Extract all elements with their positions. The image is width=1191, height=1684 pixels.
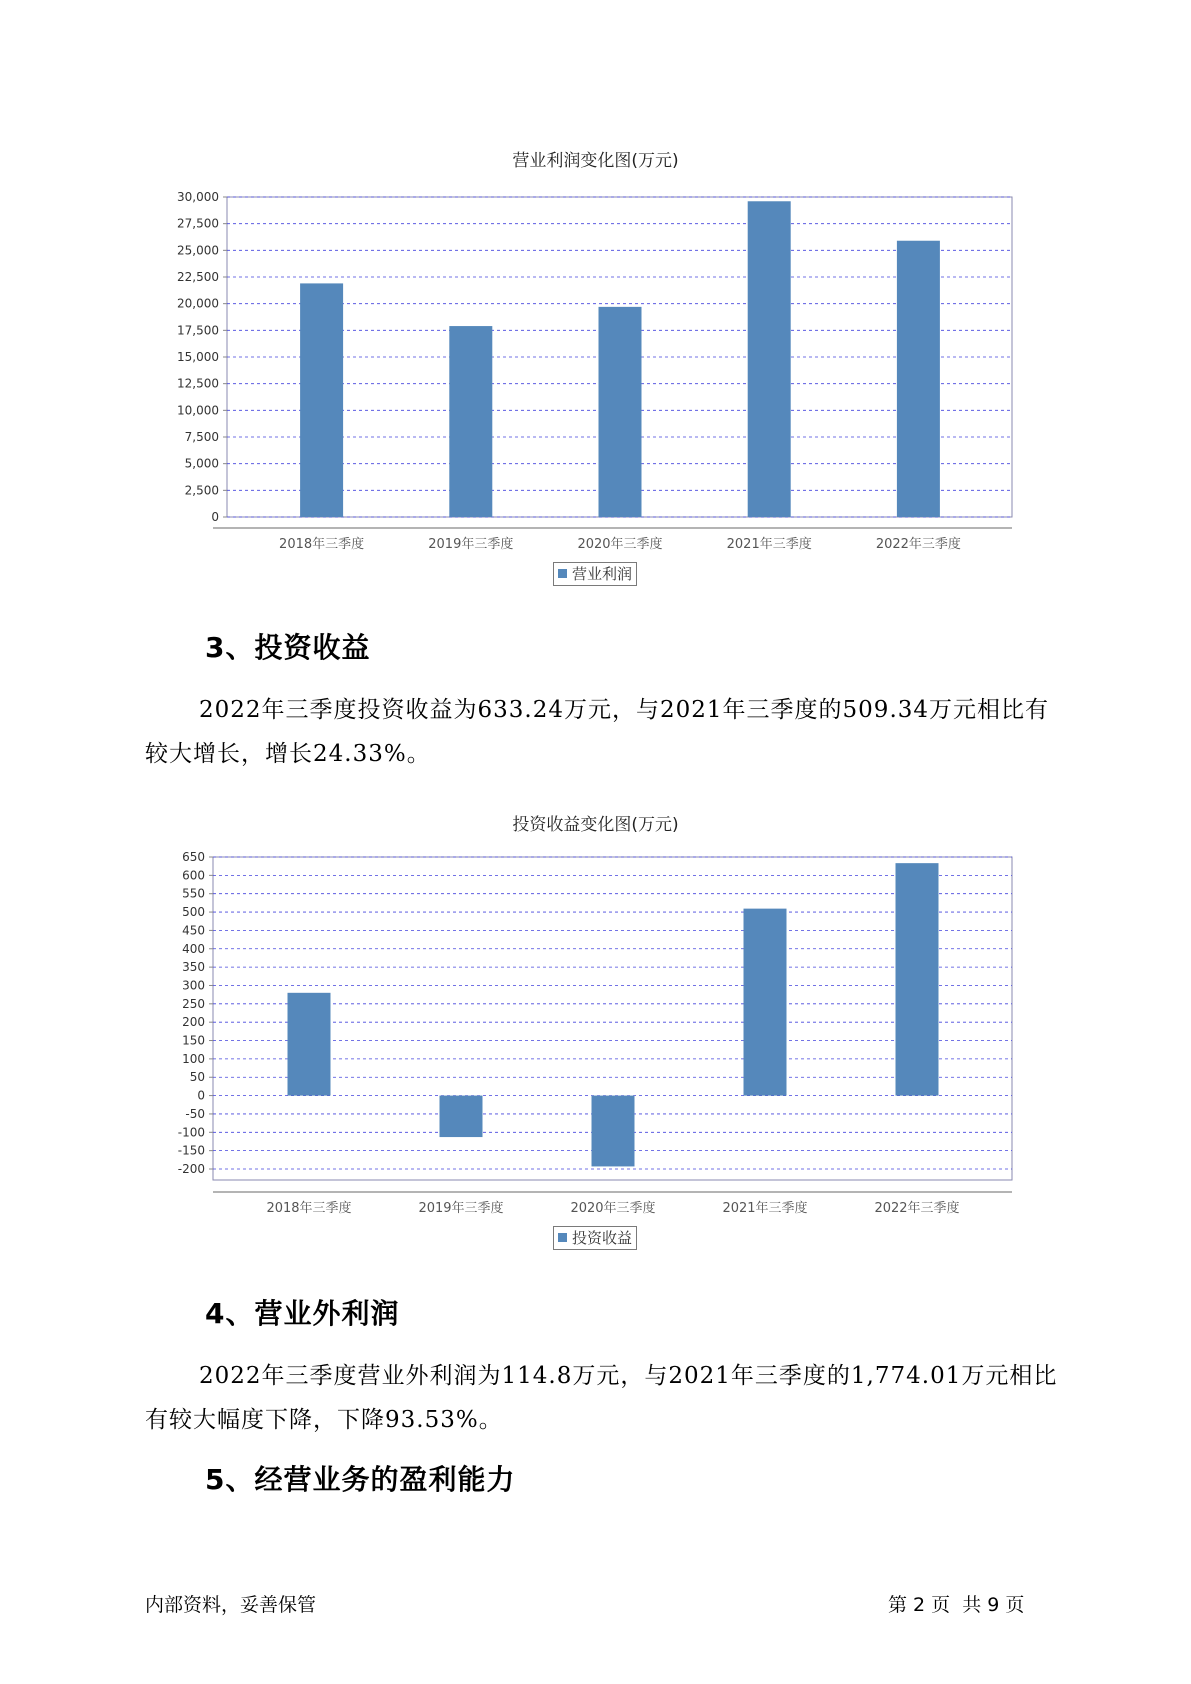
chart2-bar: [896, 863, 939, 1095]
chart2-x-tick-label: 2019年三季度: [418, 1201, 504, 1216]
chart2-bar: [744, 909, 787, 1096]
chart1-x-tick-label: 2022年三季度: [875, 537, 961, 552]
chart2-y-tick-label: 400: [182, 941, 205, 956]
section5-heading: 5、经营业务的盈利能力: [205, 1463, 516, 1496]
chart2-y-tick-label: 200: [182, 1015, 205, 1030]
chart2-x-tick-label: 2018年三季度: [266, 1201, 352, 1216]
chart2-bar: [288, 993, 331, 1096]
chart1-y-tick-label: 25,000: [177, 243, 219, 258]
section4-paragraph: 2022年三季度营业外利润为114.8万元，与2021年三季度的1,774.01万元相比有较大幅度下降，下降93.53%。: [145, 1363, 1058, 1433]
chart2-bar: [440, 1096, 483, 1137]
chart1-y-tick-label: 5,000: [184, 456, 219, 471]
chart1-title: 营业利润变化图(万元): [512, 151, 679, 171]
chart2-y-tick-label: 250: [182, 996, 205, 1011]
chart2-x-tick-label: 2020年三季度: [570, 1201, 656, 1216]
chart1-x-tick-label: 2021年三季度: [726, 537, 812, 552]
chart1-y-tick-label: 7,500: [184, 430, 219, 444]
chart1-y-tick-label: 2,500: [184, 483, 219, 498]
chart2-y-tick-label: -200: [177, 1162, 205, 1176]
chart2-y-tick-label: 50: [189, 1070, 205, 1085]
chart1-y-tick-label: 22,500: [177, 270, 219, 284]
chart1-y-tick-label: 20,000: [177, 296, 219, 311]
chart2-legend-label: 投资收益: [572, 1229, 633, 1247]
chart2-legend: [553, 1226, 637, 1250]
chart1-y-tick-label: 27,500: [177, 216, 219, 231]
chart2-x-tick-label: 2021年三季度: [722, 1201, 808, 1216]
legend-swatch: [558, 1233, 567, 1242]
chart2-y-tick-label: 600: [182, 868, 205, 883]
chart1-y-tick-label: 15,000: [177, 350, 219, 364]
chart1-y-tick-label: 12,500: [177, 376, 219, 391]
chart1-y-tick-label: 30,000: [177, 190, 219, 204]
chart2-y-tick-label: -150: [177, 1143, 205, 1158]
chart2-y-tick-label: 150: [182, 1033, 205, 1048]
chart2-y-tick-label: 300: [182, 978, 205, 993]
chart1-x-tick-label: 2018年三季度: [279, 537, 365, 552]
section4-heading: 4、营业外利润: [205, 1297, 400, 1330]
chart2-y-tick-label: -100: [177, 1125, 205, 1140]
section3-paragraph: 2022年三季度投资收益为633.24万元，与2021年三季度的509.34万元相比有较大增长，增长24.33%。: [145, 697, 1050, 767]
footer-page-number: 第 2 页 共 9 页: [888, 1594, 1025, 1616]
chart1-x-tick-label: 2019年三季度: [428, 537, 514, 552]
chart2-y-tick-label: 500: [182, 905, 205, 920]
chart2-y-tick-label: 550: [182, 886, 205, 901]
chart2-y-tick-label: 450: [182, 923, 205, 938]
chart1-y-tick-label: 0: [211, 510, 219, 524]
chart1-y-tick-label: 17,500: [177, 323, 219, 338]
footer-confidential: 内部资料，妥善保管: [145, 1594, 317, 1616]
chart1-legend-label: 营业利润: [572, 565, 633, 583]
chart1-y-tick-label: 10,000: [177, 403, 219, 418]
chart2-bar: [592, 1096, 635, 1167]
chart2-y-tick-label: 350: [182, 960, 205, 975]
chart2-title: 投资收益变化图(万元): [512, 815, 679, 835]
chart2-x-tick-label: 2022年三季度: [874, 1201, 960, 1216]
chart2-y-tick-label: -50: [185, 1106, 205, 1121]
chart2-y-tick-label: 650: [182, 850, 205, 864]
chart2-y-tick-label: 0: [197, 1088, 205, 1103]
chart1-x-tick-label: 2020年三季度: [577, 537, 663, 552]
section3-heading: 3、投资收益: [205, 631, 371, 664]
chart2-y-tick-label: 100: [182, 1051, 205, 1066]
